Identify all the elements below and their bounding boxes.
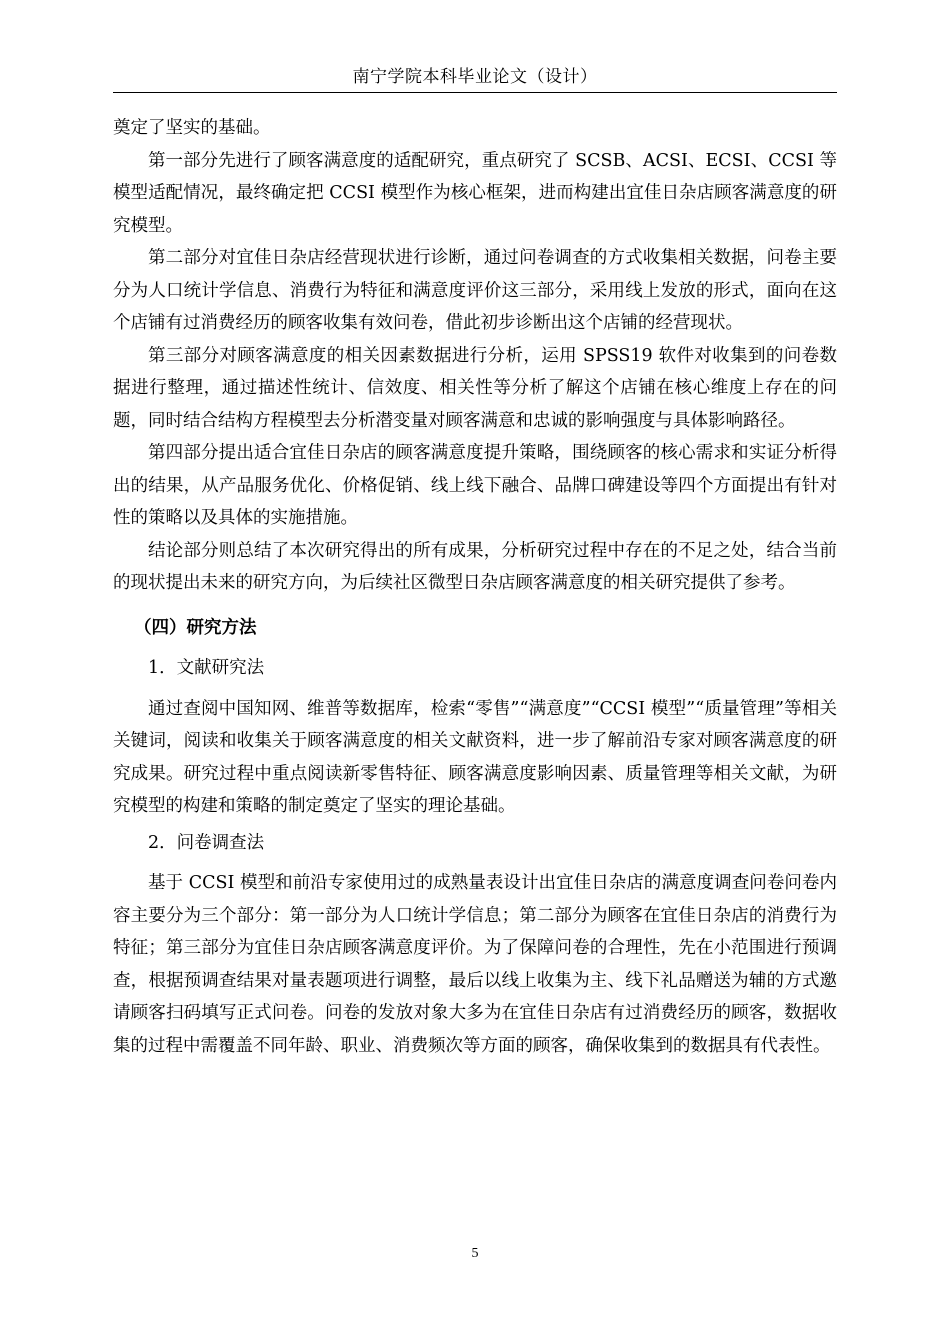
paragraph-part-one: 第一部分先进行了顾客满意度的适配研究，重点研究了 SCSB、ACSI、ECSI、CCSI 等模型适配情况，最终确定把 CCSI 模型作为核心框架，进而构建出宜佳日杂店顾客满意度的研究模型。	[113, 150, 837, 236]
page-header	[113, 62, 837, 93]
section-heading-research-methods: （四）研究方法	[134, 617, 257, 638]
paragraph-part-four: 第四部分提出适合宜佳日杂店的顾客满意度提升策略，围绕顾客的核心需求和实证分析得出的结果，从产品服务优化、价格促销、线上线下融合、品牌口碑建设等四个方面提出有针对性的策略以及具体的实施措施。	[113, 443, 837, 528]
paragraph-questionnaire-survey: 基于 CCSI 模型和前沿专家使用过的成熟量表设计出宜佳日杂店的满意度调查问卷问卷内容主要分为三个部分：第一部分为人口统计学信息；第二部分为顾客在宜佳日杂店的消费行为特征；第三部分为宜佳日杂店顾客满意度评价。为了保障问卷的合理性，先在小范围进行预调查，根据预调查结果对量表题项进行调整，最后以线上收集为主、线下礼品赠送为辅的方式邀请顾客扫码填写正式问卷。问卷的发放对象大多为在宜佳日杂店有过消费经历的顾客，数据收集的过程中需覆盖不同年龄、职业、消费频次等方面的顾客，确保收集到的数据具有代表性。	[113, 873, 837, 1056]
document-body	[113, 112, 837, 1062]
header-title: 南宁学院本科毕业论文（设计）	[352, 67, 598, 87]
paragraph-conclusion: 结论部分则总结了本次研究得出的所有成果，分析研究过程中存在的不足之处，结合当前的现状提出未来的研究方向，为后续社区微型日杂店顾客满意度的相关研究提供了参考。	[113, 540, 837, 593]
page-number: 5	[471, 1246, 479, 1261]
paragraph-literature-research: 通过查阅中国知网、维普等数据库，检索“零售”“满意度”“CCSI 模型”“质量管理”等相关关键词，阅读和收集关于顾客满意度的相关文献资料，进一步了解前沿专家对顾客满意度的研究成果。研究过程中重点阅读新零售特征、顾客满意度影响因素、质量管理等相关文献，为研究模型的构建和策略的制定奠定了坚实的理论基础。	[113, 698, 837, 816]
subheading-literature-research: 1．文献研究法	[148, 658, 265, 678]
paragraph-part-two: 第二部分对宜佳日杂店经营现状进行诊断，通过问卷调查的方式收集相关数据，问卷主要分为人口统计学信息、消费行为特征和满意度评价这三部分，采用线上发放的形式，面向在这个店铺有过消费经历的顾客收集有效问卷，借此初步诊断出这个店铺的经营现状。	[113, 248, 837, 333]
paragraph-continuation: 奠定了坚实的基础。	[113, 118, 271, 138]
paragraph-part-three: 第三部分对顾客满意度的相关因素数据进行分析，运用 SPSS19 软件对收集到的问卷数据进行整理，通过描述性统计、信效度、相关性等分析了解这个店铺在核心维度上存在的问题，同时结合结构方程模型去分析潜变量对顾客满意和忠诚的影响强度与具体影响路径。	[113, 345, 837, 431]
subheading-questionnaire-survey: 2．问卷调查法	[148, 832, 265, 853]
